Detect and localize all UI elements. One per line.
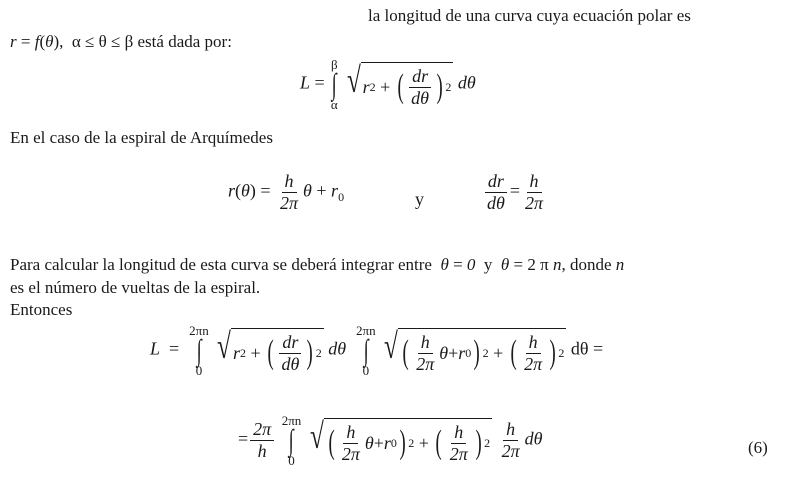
text-line-2: r = f(θ), α ≤ θ ≤ β está dada por: (10, 32, 232, 51)
text-line-3: En el caso de la espiral de Arquímedes (10, 128, 273, 147)
line-2-tail: está dada por: (137, 32, 232, 51)
length-integral-line-2: = $\frac{2\pi}{h}$ 2πn ∫ 0 √ ( $\frac{h}{2\pi}$ θ + r 0 ) 2 + ( $\frac{h}{2\pi}$ ) 2 $\frac{h}{2\pi}$ dθ (238, 413, 543, 468)
text-line-4: Para calcular la longitud de esta curva se deberá integrar entre θ = 0 y θ = 2 π n, donde n (10, 255, 625, 274)
conjunction-y: y (415, 189, 424, 209)
length-integral-line-1: L = 2πn ∫ 0 √ r 2 + ( $\frac{dr}{d\theta}$ ) 2 dθ 2πn ∫ 0 √ ( $\frac{h}{2\pi}$ θ + r 0 ) 2 + ( $\frac{h}{2\pi}$ ) 2 dθ = (150, 323, 604, 378)
equation-number: (6) (748, 438, 768, 457)
integral-sign: β ∫ α (330, 57, 338, 112)
text-line-5: es el número de vueltas de la espiral. (10, 278, 261, 297)
text-line-6: Entonces (10, 300, 73, 319)
arc-length-formula: L = β ∫ α √ r 2 + ( $\frac{dr}{d\theta}$ ) 2 dθ (300, 57, 476, 112)
derivative-equation: $\frac{dr}{d\theta}$ = $\frac{h}{2\pi}$ (482, 172, 548, 213)
spiral-equation: r(θ) = $\frac{h}{2\pi}$ $\theta + r_0$ (228, 171, 345, 213)
text-line-1: la longitud de una curva cuya ecuación polar es (368, 6, 691, 25)
sqrt: √ r 2 + ( $\frac{dr}{d\theta}$ ) 2 (346, 59, 452, 108)
